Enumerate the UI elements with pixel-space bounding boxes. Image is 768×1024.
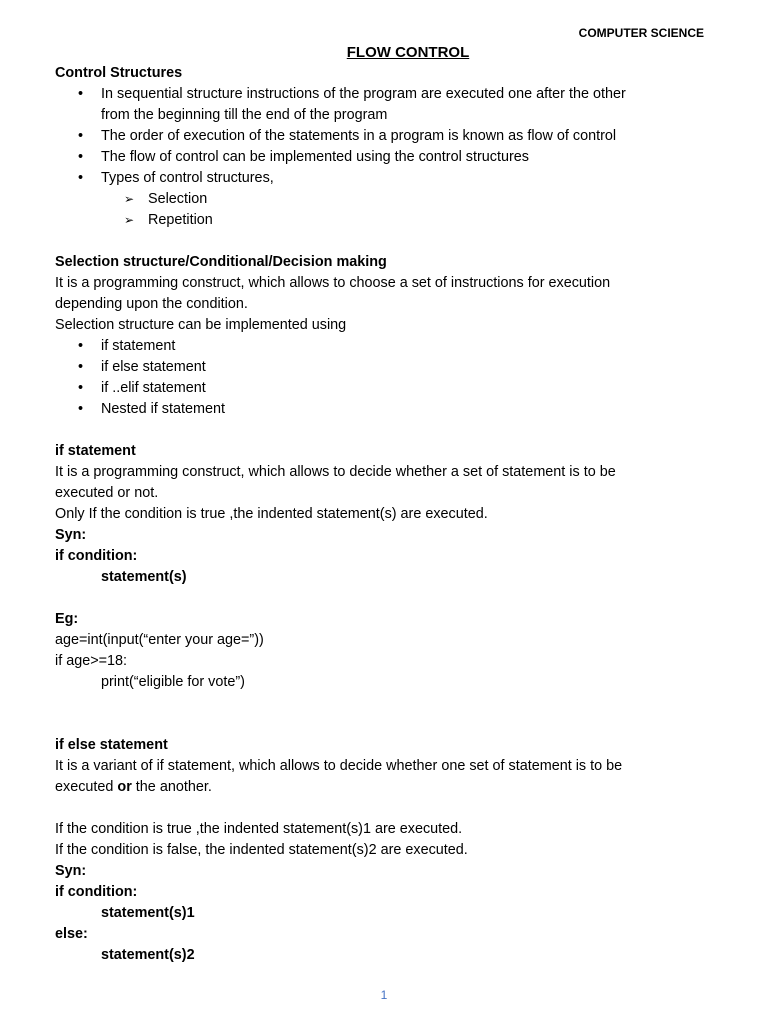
syntax-label: Syn: — [55, 527, 87, 543]
spacer — [55, 714, 705, 735]
paragraph-line: Only If the condition is true ,the indented statement(s) are executed. — [55, 506, 488, 522]
bullet-icon: • — [78, 338, 84, 354]
syntax-line: if condition: — [55, 884, 138, 900]
subject-header: COMPUTER SCIENCE — [578, 26, 704, 40]
list-item-text: if statement — [101, 338, 176, 354]
section-heading-selection: Selection structure/Conditional/Decision making — [55, 254, 387, 270]
syntax-line: if condition: — [55, 548, 138, 564]
bullet-icon: • — [78, 86, 84, 102]
spacer — [55, 420, 705, 441]
paragraph-line: It is a programming construct, which allows to choose a set of instructions for execution — [55, 275, 611, 291]
list-item — [55, 147, 705, 168]
syntax-label: Syn: — [55, 863, 87, 879]
list-item — [55, 168, 705, 189]
page-content — [55, 63, 705, 966]
paragraph-line: depending upon the condition. — [55, 296, 248, 312]
spacer — [55, 798, 705, 819]
paragraph-line: It is a variant of if statement, which allows to decide whether one set of statement is to be — [55, 758, 623, 774]
bullet-icon: • — [78, 359, 84, 375]
list-item — [55, 399, 705, 420]
sub-list-item — [55, 210, 705, 231]
list-item-text: Types of control structures, — [101, 170, 274, 186]
section-heading-if-else: if else statement — [55, 737, 168, 753]
example-label: Eg: — [55, 611, 79, 627]
list-item-text: if else statement — [101, 359, 206, 375]
arrow-bullet-icon: ➢ — [124, 213, 135, 227]
arrow-bullet-icon: ➢ — [124, 192, 135, 206]
bullet-icon: • — [78, 149, 84, 165]
syntax-line: statement(s) — [101, 569, 187, 585]
paragraph-line: If the condition is true ,the indented statement(s)1 are executed. — [55, 821, 463, 837]
paragraph-line: Selection structure can be implemented using — [55, 317, 347, 333]
list-item — [55, 84, 705, 105]
section-heading-if-statement: if statement — [55, 443, 136, 459]
sub-list-item-text: Selection — [148, 191, 208, 207]
bullet-icon: • — [78, 128, 84, 144]
sub-list-item-text: Repetition — [148, 212, 213, 228]
bullet-icon: • — [78, 170, 84, 186]
code-line: if age>=18: — [55, 653, 128, 669]
sub-list-item — [55, 189, 705, 210]
list-item — [55, 357, 705, 378]
list-item — [55, 378, 705, 399]
page-number: 1 — [380, 988, 388, 1002]
list-item — [55, 126, 705, 147]
bullet-icon: • — [78, 401, 84, 417]
page-title: FLOW CONTROL — [346, 44, 470, 61]
code-line: age=int(input(“enter your age=”)) — [55, 632, 264, 648]
code-line: print(“eligible for vote”) — [101, 674, 245, 690]
list-item-text: In sequential structure instructions of the program are executed one after the other — [101, 86, 626, 102]
emphasis-text: or — [117, 779, 132, 795]
syntax-line: else: — [55, 926, 88, 942]
paragraph-line: executed or not. — [55, 485, 159, 501]
paragraph-text: the another. — [131, 779, 212, 795]
spacer — [55, 588, 705, 609]
paragraph-line — [55, 777, 705, 798]
paragraph-line: It is a programming construct, which allows to decide whether a set of statement is to be — [55, 464, 616, 480]
list-item-text: if ..elif statement — [101, 380, 206, 396]
spacer — [55, 693, 705, 714]
spacer — [55, 231, 705, 252]
list-item-text: Nested if statement — [101, 401, 225, 417]
paragraph-line: If the condition is false, the indented statement(s)2 are executed. — [55, 842, 468, 858]
list-item-continuation — [55, 105, 705, 126]
paragraph-text: executed — [55, 779, 118, 795]
syntax-line: statement(s)1 — [101, 905, 195, 921]
bullet-icon: • — [78, 380, 84, 396]
section-heading-control-structures: Control Structures — [55, 65, 183, 81]
list-item-text: The flow of control can be implemented using the control structures — [101, 149, 529, 165]
syntax-line: statement(s)2 — [101, 947, 195, 963]
list-item — [55, 336, 705, 357]
list-item-text: from the beginning till the end of the program — [101, 107, 388, 123]
list-item-text: The order of execution of the statements in a program is known as flow of control — [101, 128, 617, 144]
